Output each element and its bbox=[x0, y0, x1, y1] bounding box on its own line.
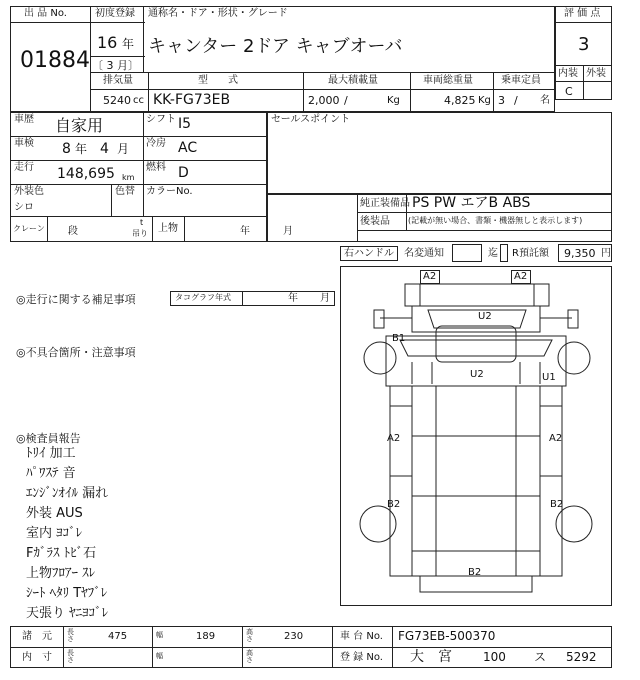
std-equip-label: 純正装備品 bbox=[360, 198, 410, 209]
inspection-year: 8 bbox=[62, 141, 71, 157]
vehicle-name: キャンター 2ドア キャブオーバ bbox=[148, 36, 403, 57]
lot-no-label: 出 品 No. bbox=[24, 8, 67, 19]
color-change-label: 色替 bbox=[115, 186, 135, 197]
capacity-label: 乗車定員 bbox=[501, 75, 541, 86]
damage-mark-u1: U1 bbox=[542, 372, 556, 383]
crane-stage-label: 段 bbox=[68, 226, 78, 237]
mileage-value: 148,695 bbox=[57, 166, 115, 182]
first-reg-year-unit: 年 bbox=[122, 37, 135, 51]
gvw-unit: Kg bbox=[478, 95, 491, 106]
spec-width: 189 bbox=[196, 631, 216, 642]
reg-number: 5292 bbox=[566, 650, 597, 664]
displacement-unit: cc bbox=[133, 95, 144, 106]
truck-diagram bbox=[340, 266, 612, 606]
fuel-label: 燃料 bbox=[146, 162, 166, 173]
displacement-value: 5240 bbox=[103, 94, 131, 107]
rhd-label: 右ハンドル bbox=[344, 248, 394, 259]
reg-area: 大 宮 bbox=[410, 649, 452, 665]
first-reg-year: 16 bbox=[97, 33, 118, 52]
damage-mark-u2: U2 bbox=[470, 369, 484, 380]
exterior-label: 外装 bbox=[586, 68, 606, 79]
length-label: 長さ bbox=[67, 628, 74, 643]
tacho-label: タコグラフ年式 bbox=[175, 293, 231, 302]
crane-hang-label: 吊り bbox=[132, 229, 148, 238]
aircon-label: 冷房 bbox=[146, 138, 166, 149]
damage-mark-b1: B1 bbox=[392, 333, 406, 344]
width-label: 幅 bbox=[156, 652, 163, 660]
r-tax-unit: 円 bbox=[601, 248, 611, 259]
damage-mark-b2: B2 bbox=[468, 567, 482, 578]
crane-label: クレーン bbox=[13, 224, 45, 233]
damage-mark-u2: U2 bbox=[478, 311, 492, 322]
history-label: 車歴 bbox=[14, 114, 34, 125]
gvw-label: 車両総重量 bbox=[423, 75, 473, 86]
std-equip-value: PS PW エアB ABS bbox=[412, 195, 531, 211]
inspection-month: 4 bbox=[100, 141, 109, 157]
length-label: 長さ bbox=[67, 649, 74, 664]
chassis-no-value: FG73EB-500370 bbox=[398, 629, 496, 643]
inspector-label: ◎検査員報告 bbox=[16, 432, 81, 445]
name-change-label: 名変通知 bbox=[404, 248, 444, 259]
displacement-label: 排気量 bbox=[103, 75, 133, 86]
max-load-slash: / bbox=[344, 94, 348, 107]
gvw-value: 4,825 bbox=[444, 94, 476, 107]
report-line: ﾊﾟﾜｽﾃ 音 bbox=[26, 466, 76, 481]
capacity-unit: 名 bbox=[540, 95, 550, 106]
ext-color-value: シロ bbox=[14, 202, 34, 213]
damage-mark-a2: A2 bbox=[549, 433, 563, 444]
name-header-label: 通称名・ドア・形状・グレード bbox=[148, 8, 288, 19]
report-line: 外装 AUS bbox=[26, 506, 83, 521]
report-line: 天張り ﾔﾆﾖｺﾞﾚ bbox=[26, 606, 109, 621]
report-line: 上物ﾌﾛｱｰ ｽﾚ bbox=[26, 566, 96, 581]
width-label: 幅 bbox=[156, 631, 163, 639]
capacity-value: 3 bbox=[498, 94, 505, 107]
lot-number: 01884 bbox=[20, 48, 90, 73]
tacho-month-label: 月 bbox=[320, 293, 330, 304]
report-line: Fｶﾞﾗｽ ﾄﾋﾞ石 bbox=[26, 546, 97, 561]
reg-no-label: 登 録 No. bbox=[340, 652, 383, 663]
rating-value: 3 bbox=[578, 34, 590, 55]
chassis-no-label: 車 台 No. bbox=[340, 631, 383, 642]
info-frame bbox=[10, 112, 267, 242]
report-line: ﾄﾘｲ 加工 bbox=[26, 446, 76, 461]
spec-length: 475 bbox=[108, 631, 128, 642]
report-line: ｼｰﾄ ﾍﾀﾘ Tﾔﾌﾞﾚ bbox=[26, 586, 108, 601]
addons-label: 後装品 bbox=[360, 216, 390, 227]
specs-label: 諸 元 bbox=[22, 631, 52, 642]
reg-kana: ス bbox=[534, 650, 547, 664]
name-change-box bbox=[452, 244, 482, 262]
inspector-report-list bbox=[26, 444, 108, 624]
deadline-label: 迄 bbox=[488, 248, 498, 259]
rating-label: 評 価 点 bbox=[564, 8, 601, 19]
damage-mark-a2: A2 bbox=[514, 271, 528, 282]
spec-height: 230 bbox=[284, 631, 304, 642]
max-load-label: 最大積載量 bbox=[328, 75, 378, 86]
mileage-unit: km bbox=[122, 173, 135, 182]
max-load-unit: Kg bbox=[387, 95, 400, 106]
crane-t-label: t bbox=[140, 218, 144, 227]
report-line: ｴﾝｼﾞﾝｵｲﾙ 漏れ bbox=[26, 486, 109, 501]
r-tax-label: R預託額 bbox=[512, 248, 549, 259]
defects-label: ◎不具合箇所・注意事項 bbox=[16, 346, 136, 359]
driving-notes-label: ◎走行に関する補足事項 bbox=[16, 293, 136, 306]
sales-point-label: セールスポイント bbox=[271, 114, 351, 125]
reg-class: 100 bbox=[483, 650, 506, 664]
damage-mark-a2: A2 bbox=[387, 433, 401, 444]
max-load-value: 2,000 bbox=[308, 94, 340, 107]
first-reg-month: 〔 3 月〕 bbox=[92, 59, 139, 72]
model-value: KK-FG73EB bbox=[153, 92, 231, 108]
capacity-slash: / bbox=[514, 94, 518, 107]
shift-label: シフト bbox=[146, 114, 176, 125]
tacho-year-label: 年 bbox=[288, 293, 298, 304]
inspection-label: 車検 bbox=[14, 138, 34, 149]
fuel-value: D bbox=[178, 165, 189, 181]
bed-year-label: 年 bbox=[240, 226, 250, 237]
interior-label: 内装 bbox=[558, 68, 578, 79]
height-label: 高さ bbox=[246, 649, 253, 664]
ext-color-label: 外装色 bbox=[14, 186, 44, 197]
inspection-year-unit: 年 bbox=[75, 142, 88, 156]
deadline-box bbox=[500, 244, 508, 262]
height-label: 高さ bbox=[246, 628, 253, 643]
color-code-label: カラーNo. bbox=[146, 186, 193, 197]
interior-dim-label: 内 寸 bbox=[22, 652, 52, 663]
inspection-month-unit: 月 bbox=[117, 142, 130, 156]
shift-value: I5 bbox=[178, 116, 192, 132]
bed-month-label: 月 bbox=[283, 226, 293, 237]
r-tax-value: 9,350 bbox=[564, 247, 596, 260]
report-line: 室内 ﾖｺﾞﾚ bbox=[26, 526, 83, 541]
addons-note: (記載が無い場合、書類・機器無しと表示します) bbox=[408, 216, 583, 225]
damage-mark-b2: B2 bbox=[550, 499, 564, 510]
damage-mark-a2: A2 bbox=[423, 271, 437, 282]
model-label: 型 式 bbox=[198, 75, 238, 86]
damage-mark-b2: B2 bbox=[387, 499, 401, 510]
aircon-value: AC bbox=[178, 140, 198, 156]
mileage-label: 走行 bbox=[14, 162, 34, 173]
history-value: 自家用 bbox=[55, 116, 104, 135]
interior-grade: C bbox=[565, 85, 573, 98]
first-reg-label: 初度登録 bbox=[95, 8, 135, 19]
bed-label: 上物 bbox=[158, 223, 178, 234]
